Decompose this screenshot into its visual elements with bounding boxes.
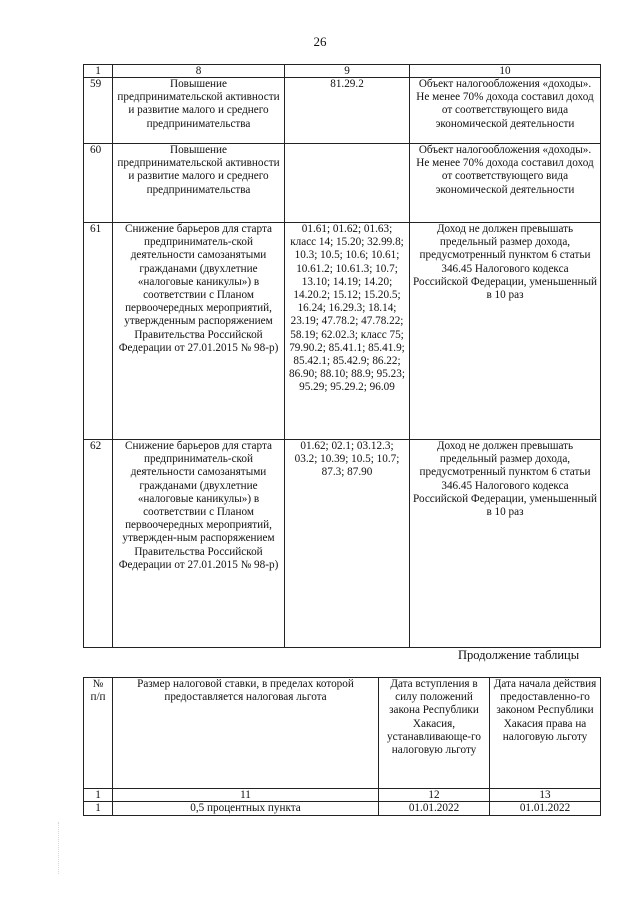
row-number: 1 (84, 802, 113, 816)
row-number: 60 (84, 144, 113, 223)
table-row (84, 440, 601, 648)
table-row (84, 223, 601, 440)
conditions-cell: Объект налогообложения «доходы». Не менее 70% дохода составил доход от соответствующего вида экономической деятельности (410, 144, 601, 223)
measure-goal-cell: Снижение барьеров для старта предприниматель-ской деятельности самозанятыми гражданами (двухлетние «налоговые каникулы») в соответствии с Планом первоочередных мероприятий, утвержден-ным распоряжением Правительства Российской Федерации от 27.01.2015 № 98-р) (113, 440, 285, 648)
header-cell: 10 (410, 65, 601, 78)
page-number: 26 (313, 34, 327, 49)
row-number: 61 (84, 223, 113, 440)
start-date-cell: 01.01.2022 (490, 802, 601, 816)
header-cell: 8 (113, 65, 285, 78)
table-header-row (84, 678, 601, 789)
index-cell: 12 (379, 789, 490, 802)
conditions-cell: Объект налогообложения «доходы». Не менее 70% дохода составил доход от соответствующего вида экономической деятельности (410, 78, 601, 144)
conditions-cell: Доход не должен превышать предельный размер дохода, предусмотренный пунктом 6 статьи 346.45 Налогового кодекса Российской Федерации, уменьшенный в 10 раз (410, 223, 601, 440)
effective-date-cell: 01.01.2022 (379, 802, 490, 816)
table-header-row (84, 65, 601, 78)
okved-codes-cell: 01.62; 02.1; 03.12.3; 03.2; 10.39; 10.5; 10.7; 87.3; 87.90 (285, 440, 410, 648)
row-number: 62 (84, 440, 113, 648)
okved-codes-cell: 81.29.2 (285, 78, 410, 144)
header-cell-start-date: Дата начала действия предоставленно-го законом Республики Хакасия права на налоговую льготу (490, 678, 601, 789)
tax-benefits-table (83, 64, 601, 648)
table-row (84, 802, 601, 816)
conditions-cell: Доход не должен превышать предельный размер дохода, предусмотренный пунктом 6 статьи 346.45 Налогового кодекса Российской Федерации, уменьшенный в 10 раз (410, 440, 601, 648)
rate-cell: 0,5 процентных пункта (113, 802, 379, 816)
measure-goal-cell: Снижение барьеров для старта предприниматель-ской деятельности самозанятыми гражданами (двухлетние «налоговые каникулы») в соответствии с Планом первоочередных мероприятий, утвержденным распоряжением Правительства Российской Федерации от 27.01.2015 № 98-р) (113, 223, 285, 440)
index-cell: 11 (113, 789, 379, 802)
okved-codes-cell: 01.61; 01.62; 01.63; класс 14; 15.20; 32.99.8; 10.3; 10.5; 10.6; 10.61; 10.61.2; 10.61.3; 10.7; 13.10; 14.19; 14.20; 14.20.2; 15.12; 15.20.5; 16.24; 16.29.3; 18.14; 23.19; 47.78.2; 47.78.22; 58.19; 62.02.3; класс 75; 79.90.2; 85.41.1; 85.41.9; 85.42.1; 85.42.9; 86.22; 86.90; 88.10; 88.9; 95.23; 95.29; 95.29.2; 96.09 (285, 223, 410, 440)
row-number: 59 (84, 78, 113, 144)
header-cell-effective-date: Дата вступления в силу положений закона Республики Хакасия, устанавливающе-го налоговую льготу (379, 678, 490, 789)
table-row (84, 144, 601, 223)
index-cell: 1 (84, 789, 113, 802)
header-cell-rate: Размер налоговой ставки, в пределах которой предоставляется налоговая льгота (113, 678, 379, 789)
header-cell: 1 (84, 65, 113, 78)
table-row (84, 78, 601, 144)
margin-marks (58, 822, 81, 874)
tax-rate-table (83, 677, 601, 816)
column-index-row (84, 789, 601, 802)
header-cell-number: № п/п (84, 678, 113, 789)
okved-codes-cell (285, 144, 410, 223)
index-cell: 13 (490, 789, 601, 802)
measure-goal-cell: Повышение предпринимательской активности и развитие малого и среднего предпринимательства (113, 144, 285, 223)
measure-goal-cell: Повышение предпринимательской активности и развитие малого и среднего предпринимательства (113, 78, 285, 144)
continuation-title: Продолжение таблицы (458, 648, 580, 662)
header-cell: 9 (285, 65, 410, 78)
